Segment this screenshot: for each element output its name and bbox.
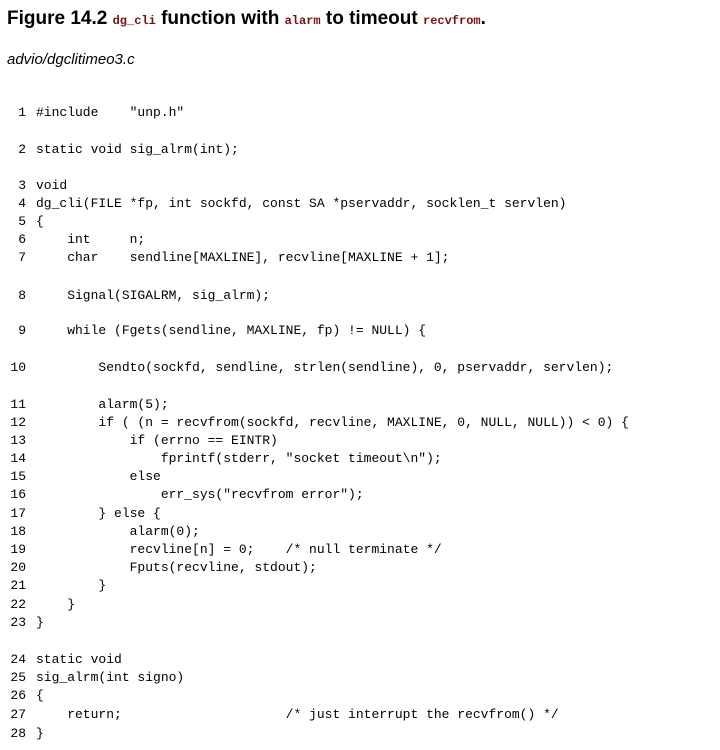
line-text: if (errno == EINTR) [36,433,278,448]
line-text: dg_cli(FILE *fp, int sockfd, const SA *pservaddr, socklen_t servlen) [36,196,567,211]
line-number: 9 [18,323,26,338]
code-line [0,468,161,486]
line-text: char sendline[MAXLINE], recvline[MAXLINE + 1]; [36,250,450,265]
line-text: else [36,469,161,484]
line-text: return; /* just interrupt the recvfrom() */ [36,707,559,722]
source-file-path: advio/dgclitimeo3.c [7,51,135,68]
line-number: 25 [10,670,26,685]
code-line [0,104,184,122]
code-line [0,523,200,541]
line-text: Fputs(recvline, stdout); [36,560,317,575]
line-number: 13 [10,433,26,448]
line-text: sig_alrm(int signo) [36,670,185,685]
alarm-word: alarm [284,14,321,28]
line-text: #include "unp.h" [36,105,185,120]
line-text: alarm(0); [36,524,200,539]
line-text: alarm(5); [36,397,169,412]
line-text: recvline[n] = 0; /* null terminate */ [36,542,442,557]
line-number: 12 [10,415,26,430]
code-line [0,505,161,523]
line-number: 16 [10,487,26,502]
line-text: } else { [36,506,161,521]
line-text: Signal(SIGALRM, sig_alrm); [36,288,271,303]
title-text-to-timeout: to timeout [325,8,418,29]
code-line [0,687,44,705]
line-number: 5 [18,214,26,229]
line-text: } [36,726,44,741]
line-text: Sendto(sockfd, sendline, strlen(sendline), 0, pservaddr, servlen); [36,360,614,375]
line-text: static void [36,652,122,667]
recvfrom-word: recvfrom [423,14,481,28]
code-line [0,541,442,559]
line-number: 27 [10,707,26,722]
line-number: 15 [10,469,26,484]
code-line [0,213,44,231]
code-line [0,287,270,305]
code-line [0,614,44,632]
line-number: 20 [10,560,26,575]
function-name: dg_cli [112,14,156,28]
code-line [0,195,567,213]
code-line [0,450,442,468]
line-number: 10 [10,360,26,375]
line-number: 23 [10,615,26,630]
line-number: 6 [18,232,26,247]
code-line [0,249,449,267]
line-number: 17 [10,506,26,521]
line-text: err_sys("recvfrom error"); [36,487,364,502]
line-text: static void sig_alrm(int); [36,142,239,157]
code-line [0,414,629,432]
line-number: 26 [10,688,26,703]
line-number: 8 [18,288,26,303]
line-text: while (Fgets(sendline, MAXLINE, fp) != NULL) { [36,323,427,338]
line-text: void [36,178,68,193]
line-number: 1 [18,105,26,120]
code-line [0,177,67,195]
code-line [0,706,559,724]
line-number: 24 [10,652,26,667]
line-text: int n; [36,232,146,247]
line-number: 18 [10,524,26,539]
code-line [0,669,184,687]
line-text: { [36,688,44,703]
code-line [0,651,122,669]
line-number: 2 [18,142,26,157]
title-text-function-with: function with [161,8,280,29]
title-period: . [480,8,486,29]
line-number: 28 [10,726,26,741]
line-number: 22 [10,597,26,612]
code-line [0,559,317,577]
code-line [0,396,169,414]
code-line [0,231,145,249]
line-number: 7 [18,250,26,265]
line-text: fprintf(stderr, "socket timeout\n"); [36,451,442,466]
code-line [0,359,613,377]
code-line [0,725,44,743]
code-line [0,596,75,614]
figure-label: Figure 14.2 [7,8,108,29]
code-line [0,577,106,595]
code-line [0,141,239,159]
code-line [0,322,426,340]
code-line [0,486,364,504]
line-number: 19 [10,542,26,557]
line-text: } [36,578,107,593]
line-text: { [36,214,44,229]
code-line [0,432,278,450]
line-text: } [36,597,76,612]
line-number: 3 [18,178,26,193]
line-number: 4 [18,196,26,211]
line-text: if ( (n = recvfrom(sockfd, recvline, MAXLINE, 0, NULL, NULL)) < 0) { [36,415,629,430]
line-number: 11 [10,397,26,412]
line-number: 14 [10,451,26,466]
line-text: } [36,615,44,630]
line-number: 21 [10,578,26,593]
